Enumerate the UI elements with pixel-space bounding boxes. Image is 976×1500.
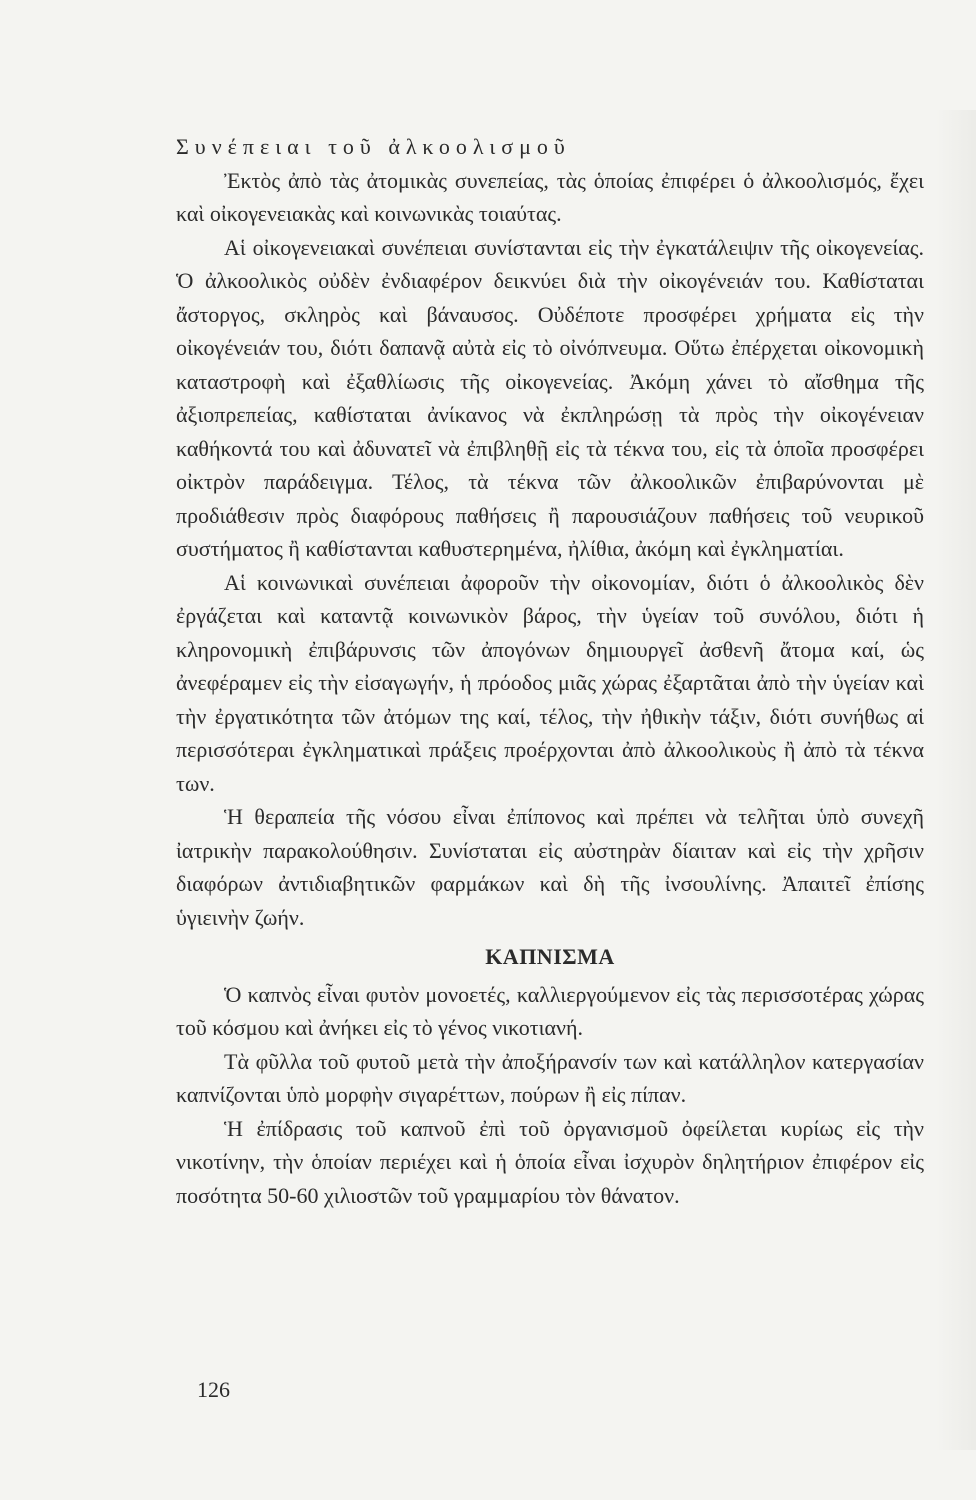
paragraph-tobacco-leaves: Τὰ φῦλλα τοῦ φυτοῦ μετὰ τὴν ἀποξήρανσίν των καὶ κατάλληλον κατεργασίαν καπνίζονται ὑπὸ μορφὴν σιγαρέττων, πούρων ἢ εἰς πίπαν. — [176, 1048, 924, 1107]
paragraph-social-consequences: Αἱ κοινωνικαὶ συνέπειαι ἀφοροῦν τὴν οἰκονομίαν, διότι ὁ ἀλκοολικὸς δὲν ἐργάζεται καὶ καταντᾷ κοινωνικὸν βάρος, τὴν ὑγείαν τοῦ συνόλου, διότι ἡ κληρονομικὴ ἐπιβάρυνσις τῶν ἀπογόνων δημιουργεῖ ἀσθενῆ ἄτομα καί, ὡς ἀνεφέραμεν εἰς τὴν εἰσαγωγήν, ἡ πρόοδος μιᾶς χώρας ἐξαρτᾶται ἀπὸ τὴν ὑγείαν καὶ τὴν ἐργατικότητα τῶν ἀτόμων της καί, τέλος, τὴν ἠθικὴν τάξιν, διότι συνήθως αἱ περισσότεραι ἐγκληματικαὶ πράξεις προέρχονται ἀπὸ ἀλκοολικοὺς ἢ ἀπὸ τὰ τέκνα των. — [176, 569, 924, 796]
page-edge-shadow — [936, 110, 976, 1450]
page-content — [176, 130, 924, 1212]
section-title: Συνέπειαι τοῦ ἀλκοολισμοῦ — [176, 134, 571, 159]
paragraph-family-consequences: Αἱ οἰκογενειακαὶ συνέπειαι συνίστανται εἰς τὴν ἐγκατάλειψιν τῆς οἰκογενείας. Ὁ ἀλκοολικὸς οὐδὲν ἐνδιαφέρον δεικνύει διὰ τὴν οἰκογένειάν του. Καθίσταται ἄστοργος, σκληρὸς καὶ βάναυσος. Οὐδέποτε προσφέρει χρήματα εἰς τὴν οἰκογένειάν του, διότι δαπανᾷ αὐτὰ εἰς τὸ οἰνόπνευμα. Οὕτω ἐπέρχεται οἰκονομικὴ καταστροφὴ καὶ ἐξαθλίωσις τῆς οἰκογενείας. Ἀκόμη χάνει τὸ αἴσθημα τῆς ἀξιοπρεπείας, καθίσταται ἀνίκανος νὰ ἐκπληρώσῃ τὰ πρὸς τὴν οἰκογένειαν καθήκοντά του καὶ ἀδυνατεῖ νὰ ἐπιβληθῇ εἰς τὰ τέκνα του, εἰς τὰ ὁποῖα προσφέρει οἰκτρὸν παράδειγμα. Τέλος, τὰ τέκνα τῶν ἀλκοολικῶν ἐπιβαρύνονται μὲ προδιάθεσιν πρὸς διαφόρους παθήσεις ἢ παρουσιάζουν παθήσεις τοῦ νευρικοῦ συστήματος ἢ καθίστανται καθυστερημένα, ἠλίθια, ἀκόμη καὶ ἐγκληματίαι. — [176, 234, 924, 561]
paragraph-tobacco-plant: Ὁ καπνὸς εἶναι φυτὸν μονοετές, καλλιεργούμενον εἰς τὰς περισσοτέρας χώρας τοῦ κόσμου καὶ ἀνήκει εἰς τὸ γένος νικοτιανή. — [176, 981, 924, 1040]
paragraph-treatment: Ἡ θεραπεία τῆς νόσου εἶναι ἐπίπονος καὶ πρέπει νὰ τελῆται ὑπὸ συνεχῆ ἰατρικὴν παρακολούθησιν. Συνίσταται εἰς αὐστηρὰν δίαιταν καὶ εἰς τὴν χρῆσιν διαφόρων ἀντιδιαβητικῶν φαρμάκων καὶ δὴ τῆς ἰνσουλίνης. Ἀπαιτεῖ ἐπίσης ὑγιεινὴν ζωήν. — [176, 804, 924, 930]
paragraph-intro: Ἐκτὸς ἀπὸ τὰς ἀτομικὰς συνεπείας, τὰς ὁποίας ἐπιφέρει ὁ ἀλκοολισμός, ἔχει καὶ οἰκογενειακὰς καὶ κοινωνικὰς τοιαύτας. — [176, 167, 924, 226]
page-number: 126 — [197, 1377, 230, 1402]
paragraph-nicotine-effect: Ἡ ἐπίδρασις τοῦ καπνοῦ ἐπὶ τοῦ ὀργανισμοῦ ὀφείλεται κυρίως εἰς τὴν νικοτίνην, τὴν ὁποίαν περιέχει καὶ ἡ ὁποία εἶναι ἰσχυρὸν δηλητήριον ἐπιφέρον εἰς ποσότητα 50-60 χιλιοστῶν τοῦ γραμμαρίου τὸν θάνατον. — [176, 1115, 924, 1208]
main-heading: ΚΑΠΝΙΣΜΑ — [485, 944, 615, 969]
